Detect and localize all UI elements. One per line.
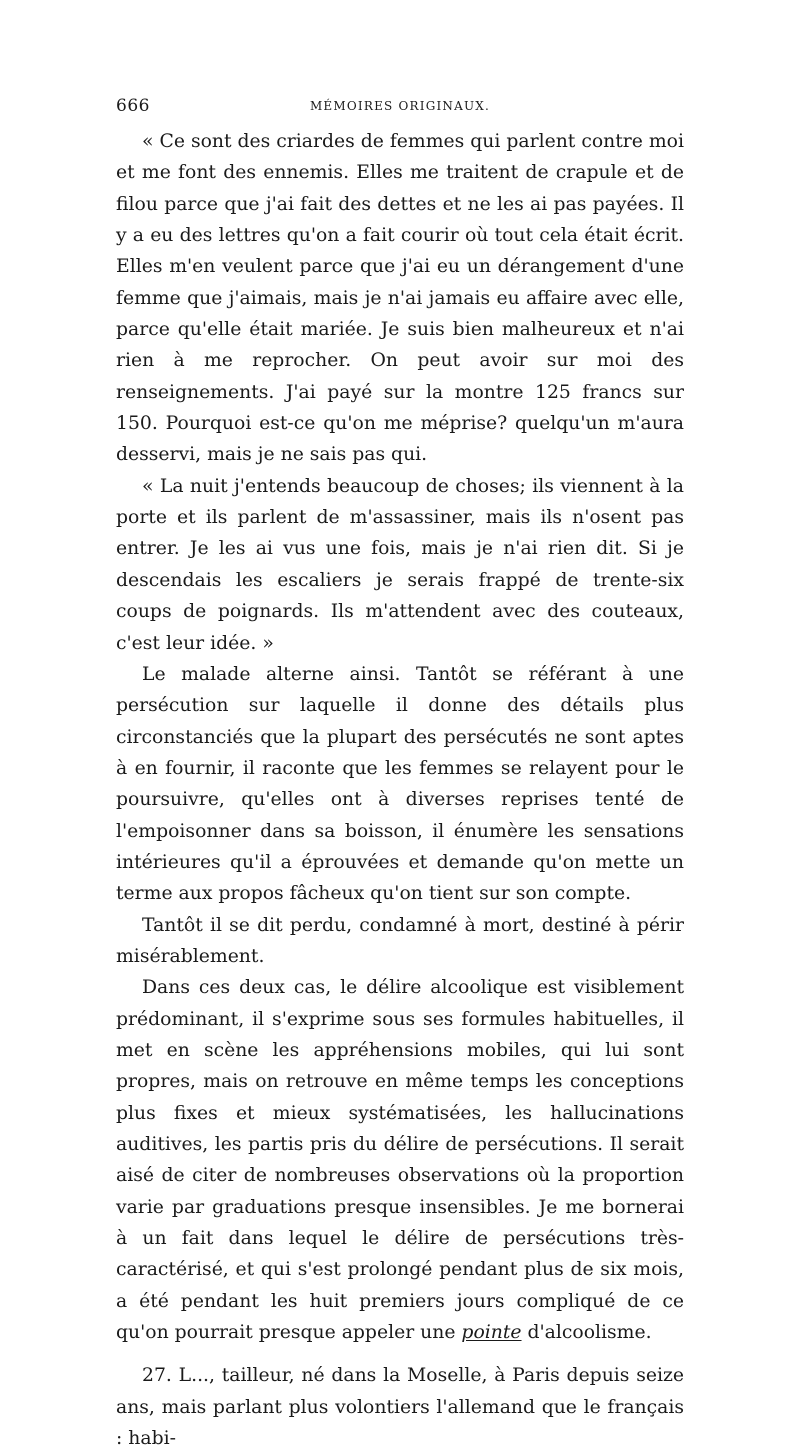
running-head bbox=[116, 96, 684, 118]
commentary-paragraph-2: Tantôt il se dit perdu, condamné à mort, destiné à périr misérablement. bbox=[116, 914, 684, 967]
book-page bbox=[116, 96, 684, 1454]
body-text bbox=[116, 126, 684, 1454]
running-title: MÉMOIRES ORIGINAUX. bbox=[309, 99, 491, 113]
paragraph-text: Dans ces deux cas, le délire alcoolique est visiblement prédominant, il s'exprime sous ses formules habituelles, il met en scène les appréhensions mobiles, qui lui sont propres, mais on retrouve en même temps les conceptions plus fixes et mieux systématisées, les hallucinations auditives, les partis pris du délire de persécutions. Il serait aisé de citer de nombreuses observations où la proportion varie par graduations presque insensibles. Je me bornerai à un fait dans lequel le délire de persécutions très-caractérisé, et qui s'est prolongé pendant plus de six mois, a été pendant les huit premiers jours compliqué de ce qu'on pourrait presque appeler une bbox=[116, 977, 684, 1344]
observation-27-paragraph: 27. L..., tailleur, né dans la Moselle, à Paris depuis seize ans, mais parlant plus volontiers l'allemand que le français : habi- bbox=[116, 1365, 684, 1450]
quote-paragraph-1: « Ce sont des criardes de femmes qui parlent contre moi et me font des ennemis. Elles me traitent de crapule et de filou parce que j'ai fait des dettes et ne les ai pas payées. Il y a eu des lettres qu'on a fait courir où tout cela était écrit. Elles m'en veulent parce que j'ai eu un dérangement d'une femme que j'aimais, mais je n'ai jamais eu affaire avec elle, parce qu'elle était mariée. Je suis bien malheureux et n'ai rien à me reprocher. On peut avoir sur moi des renseignements. J'ai payé sur la montre 125 francs sur 150. Pourquoi est-ce qu'on me méprise? quelqu'un m'aura desservi, mais je ne sais pas qui. bbox=[116, 131, 684, 466]
emphasized-word: pointe bbox=[461, 1322, 522, 1344]
page-number: 666 bbox=[116, 96, 150, 116]
quote-paragraph-2: « La nuit j'entends beaucoup de choses; ils viennent à la porte et ils parlent de m'assassiner, mais ils n'osent pas entrer. Je les ai vus une fois, mais je n'ai rien dit. Si je descendais les escaliers je serais frappé de trente-six coups de poignards. Ils m'attendent avec des couteaux, c'est leur idée. » bbox=[116, 475, 684, 654]
commentary-paragraph-1: Le malade alterne ainsi. Tantôt se référant à une persécution sur laquelle il donne des détails plus circonstanciés que la plupart des persécutés ne sont aptes à en fournir, il raconte que les femmes se relayent pour le poursuivre, qu'elles ont à diverses reprises tenté de l'empoisonner dans sa boisson, il énumère les sensations intérieures qu'il a éprouvées et demande qu'on mette un terme aux propos fâcheux qu'on tient sur son compte. bbox=[116, 663, 684, 905]
paragraph-text-end: d'alcoolisme. bbox=[521, 1322, 652, 1344]
commentary-paragraph-3 bbox=[116, 972, 684, 1348]
